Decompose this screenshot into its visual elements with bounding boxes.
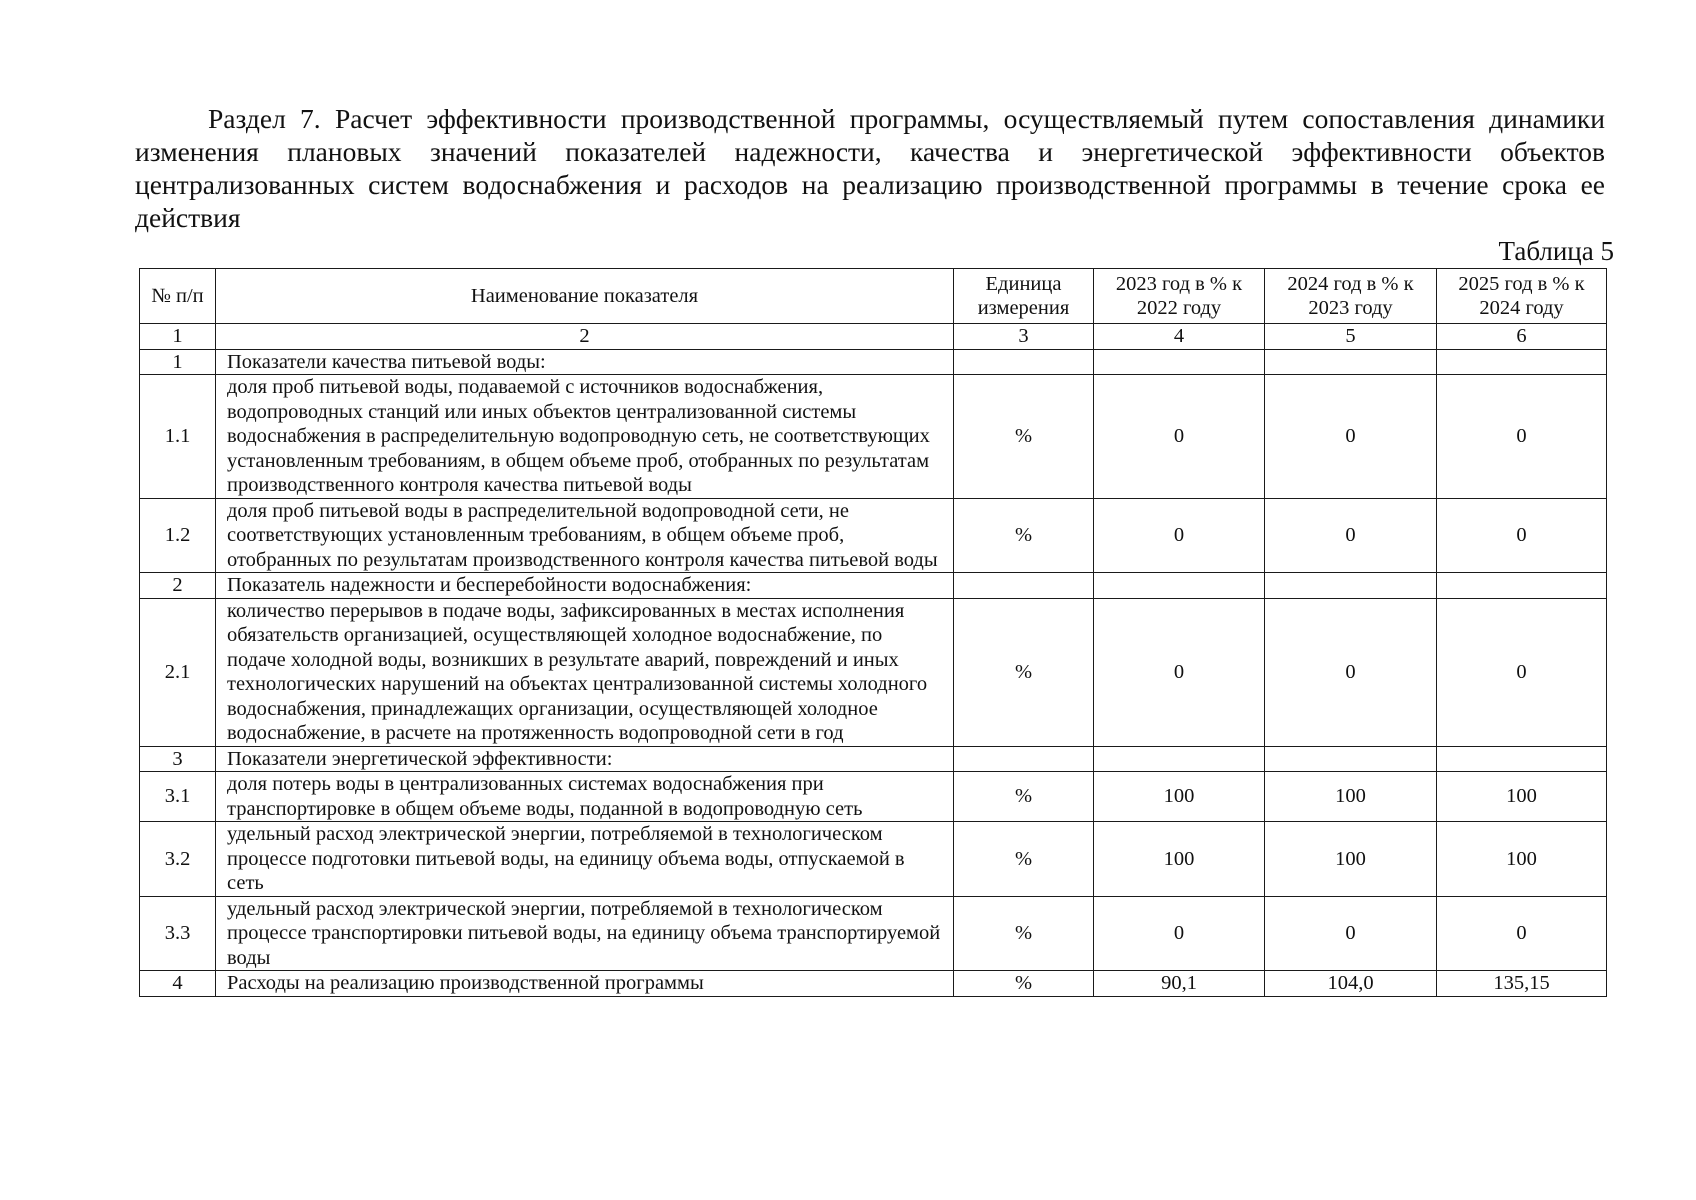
- row-2024: [1265, 573, 1437, 599]
- row-2025: 0: [1437, 896, 1607, 971]
- column-number: 4: [1094, 324, 1265, 350]
- row-2024: [1265, 746, 1437, 772]
- row-2025: [1437, 746, 1607, 772]
- header-2024: 2024 год в % к 2023 году: [1265, 269, 1437, 324]
- row-2024: 104,0: [1265, 971, 1437, 997]
- table-row: [140, 375, 1607, 499]
- row-2023: 0: [1094, 598, 1265, 746]
- row-2023: 90,1: [1094, 971, 1265, 997]
- row-2025: [1437, 349, 1607, 375]
- row-num: 1: [140, 349, 216, 375]
- row-name: удельный расход электрической энергии, потребляемой в технологическом процессе транспортировки питьевой воды, на единицу объема транспортируемой воды: [216, 896, 954, 971]
- row-num: 3.3: [140, 896, 216, 971]
- row-2023: [1094, 746, 1265, 772]
- row-unit: %: [954, 822, 1094, 897]
- row-2024: [1265, 349, 1437, 375]
- row-num: 2.1: [140, 598, 216, 746]
- header-name: Наименование показателя: [216, 269, 954, 324]
- column-number: 5: [1265, 324, 1437, 350]
- row-name: количество перерывов в подаче воды, зафиксированных в местах исполнения обязательств организацией, осуществляющей холодное водоснабжение, по подаче холодной воды, возникших в результате аварий, повреждений и иных технологических нарушений на объектах централизованной системы холодного водоснабжения, принадлежащих организации, осуществляющей холодное водоснабжение, в расчете на протяженность водопроводной сети в год: [216, 598, 954, 746]
- row-name: Показатели энергетической эффективности:: [216, 746, 954, 772]
- header-num: № п/п: [140, 269, 216, 324]
- table-caption: Таблица 5: [1498, 236, 1614, 266]
- row-unit: %: [954, 498, 1094, 573]
- row-unit: [954, 573, 1094, 599]
- row-2025: 0: [1437, 598, 1607, 746]
- row-num: 1.1: [140, 375, 216, 499]
- table-row: [140, 746, 1607, 772]
- row-2024: 100: [1265, 772, 1437, 822]
- row-2024: 0: [1265, 598, 1437, 746]
- row-unit: %: [954, 896, 1094, 971]
- row-2025: 100: [1437, 772, 1607, 822]
- table-row: [140, 598, 1607, 746]
- column-number: 1: [140, 324, 216, 350]
- row-2024: 0: [1265, 896, 1437, 971]
- indicators-table: [139, 268, 1607, 997]
- row-num: 1.2: [140, 498, 216, 573]
- row-unit: %: [954, 772, 1094, 822]
- row-2024: 100: [1265, 822, 1437, 897]
- column-number: 2: [216, 324, 954, 350]
- row-2023: [1094, 573, 1265, 599]
- header-unit: Единица измерения: [954, 269, 1094, 324]
- row-unit: %: [954, 971, 1094, 997]
- row-unit: [954, 349, 1094, 375]
- row-2023: 100: [1094, 822, 1265, 897]
- row-2025: 0: [1437, 375, 1607, 499]
- header-2023: 2023 год в % к 2022 году: [1094, 269, 1265, 324]
- table-row: [140, 349, 1607, 375]
- table-header-row: [140, 269, 1607, 324]
- row-2024: 0: [1265, 498, 1437, 573]
- row-2024: 0: [1265, 375, 1437, 499]
- table-row: [140, 498, 1607, 573]
- table-row: [140, 573, 1607, 599]
- section-heading: Раздел 7. Расчет эффективности производственной программы, осуществляемый путем сопоставления динамики изменения плановых значений показателей надежности, качества и энергетической эффективности объектов централизованных систем водоснабжения и расходов на реализацию производственной программы в течение срока ее действия: [135, 103, 1605, 233]
- column-number-row: [140, 324, 1607, 350]
- table-row: [140, 896, 1607, 971]
- row-unit: %: [954, 375, 1094, 499]
- row-num: 3.2: [140, 822, 216, 897]
- table-row: [140, 971, 1607, 997]
- header-2025: 2025 год в % к 2024 году: [1437, 269, 1607, 324]
- row-num: 3: [140, 746, 216, 772]
- row-num: 2: [140, 573, 216, 599]
- row-2025: 0: [1437, 498, 1607, 573]
- row-unit: [954, 746, 1094, 772]
- row-2025: 135,15: [1437, 971, 1607, 997]
- row-2023: 0: [1094, 896, 1265, 971]
- column-number: 3: [954, 324, 1094, 350]
- row-name: доля потерь воды в централизованных системах водоснабжения при транспортировке в общем объеме воды, поданной в водопроводную сеть: [216, 772, 954, 822]
- column-number: 6: [1437, 324, 1607, 350]
- row-num: 4: [140, 971, 216, 997]
- row-name: Расходы на реализацию производственной программы: [216, 971, 954, 997]
- row-num: 3.1: [140, 772, 216, 822]
- row-2025: 100: [1437, 822, 1607, 897]
- row-name: Показатель надежности и бесперебойности водоснабжения:: [216, 573, 954, 599]
- row-2023: 0: [1094, 498, 1265, 573]
- row-unit: %: [954, 598, 1094, 746]
- row-name: доля проб питьевой воды, подаваемой с источников водоснабжения, водопроводных станций или иных объектов централизованной системы водоснабжения в распределительную водопроводную сеть, не соответствующих установленным требованиям, в общем объеме проб, отобранных по результатам производственного контроля качества питьевой воды: [216, 375, 954, 499]
- row-2023: 100: [1094, 772, 1265, 822]
- row-2023: 0: [1094, 375, 1265, 499]
- row-name: доля проб питьевой воды в распределительной водопроводной сети, не соответствующих установленным требованиям, в общем объеме проб, отобранных по результатам производственного контроля качества питьевой воды: [216, 498, 954, 573]
- table-row: [140, 772, 1607, 822]
- row-name: удельный расход электрической энергии, потребляемой в технологическом процессе подготовки питьевой воды, на единицу объема воды, отпускаемой в сеть: [216, 822, 954, 897]
- row-name: Показатели качества питьевой воды:: [216, 349, 954, 375]
- row-2025: [1437, 573, 1607, 599]
- table-row: [140, 822, 1607, 897]
- row-2023: [1094, 349, 1265, 375]
